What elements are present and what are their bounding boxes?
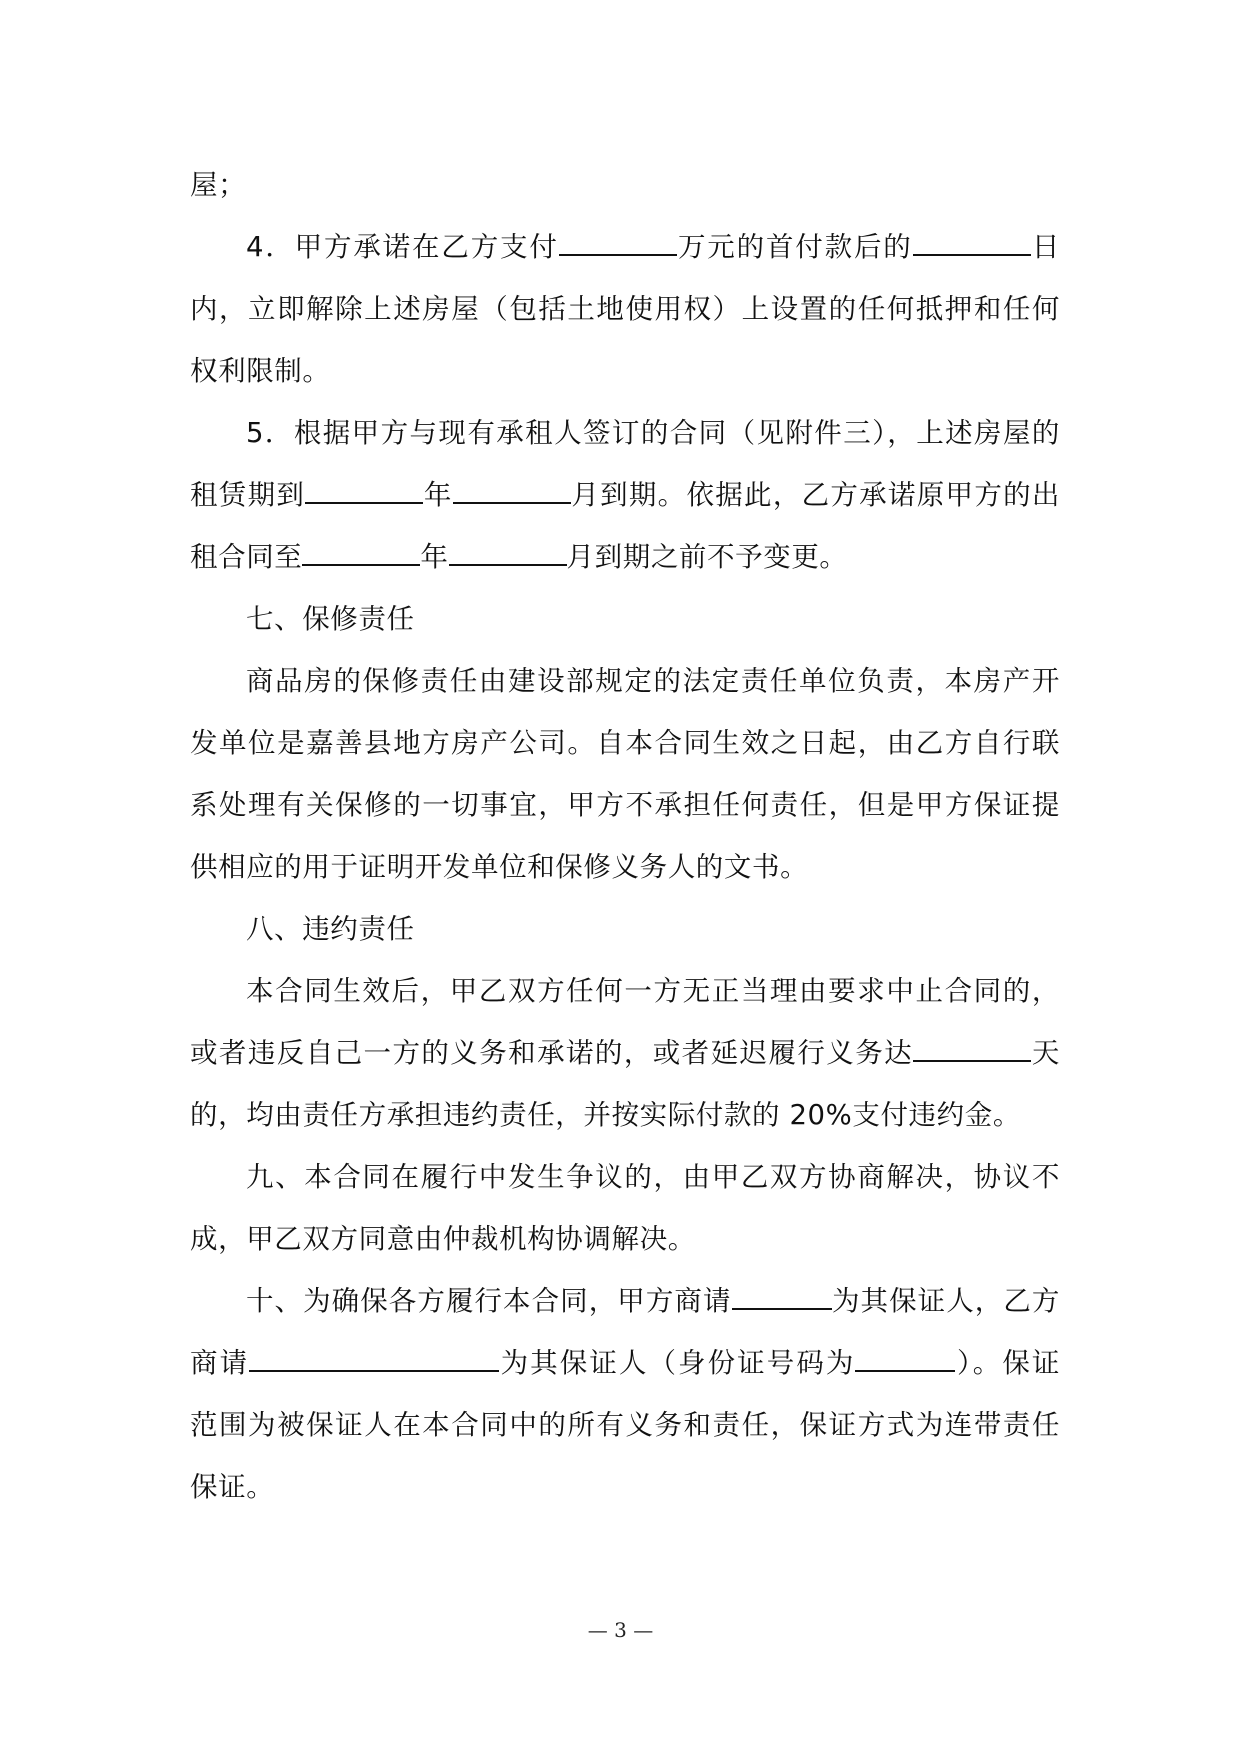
text-run: ）。保证范围为被保证人在本合同中的所有义务和责任，保证方式为连带责任保证。 [190, 1347, 1061, 1503]
text-run: 天的，均由责任方承担违约责任，并按实际付款的 20%支付违约金。 [190, 1037, 1061, 1131]
blank-field[interactable] [449, 544, 567, 566]
text-run: 年 [420, 541, 449, 573]
text-run: 为其保证人（身份证号码为 [499, 1347, 856, 1379]
blank-field[interactable] [453, 482, 571, 504]
blank-field[interactable] [855, 1350, 955, 1372]
text-run: 屋； [190, 169, 247, 201]
guarantor-paragraph [190, 1270, 1060, 1518]
warranty-paragraph: 商品房的保修责任由建设部规定的法定责任单位负责，本房产开发单位是嘉善县地方房产公司。自本合同生效之日起，由乙方自行联系处理有关保修的一切事宜，甲方不承担任何责任，但是甲方保证提供相应的用于证明开发单位和保修义务人的文书。 [190, 665, 1060, 883]
text-run: 年 [423, 479, 453, 511]
text-run: 月到期之前不予变更。 [566, 541, 848, 573]
text-run: 十、为确保各方履行本合同，甲方商请 [246, 1285, 732, 1317]
blank-field[interactable] [913, 1040, 1031, 1062]
clause-4 [190, 216, 1060, 402]
text-run: 月到期。依据此，乙方承诺原甲方的出租合同至 [190, 479, 1061, 573]
blank-field[interactable] [913, 234, 1031, 256]
section-heading-breach: 八、违约责任 [246, 913, 415, 945]
section-heading-warranty: 七、保修责任 [246, 603, 415, 635]
blank-field[interactable] [305, 482, 423, 504]
text-run: 本合同生效后，甲乙双方任何一方无正当理由要求中止合同的，或者违反自己一方的义务和承诺的，或者延迟履行义务达 [190, 975, 1060, 1069]
blank-field[interactable] [302, 544, 420, 566]
page-number: — 3 — [587, 1618, 654, 1642]
text-run: 5．根据甲方与现有承租人签订的合同（见附件三），上述房屋的租赁期到 [190, 417, 1060, 511]
document-body [190, 154, 1060, 1518]
text-run: 万元的首付款后的 [676, 231, 913, 263]
clause-5 [190, 402, 1060, 588]
text-run: 4．甲方承诺在乙方支付 [246, 231, 559, 263]
blank-field[interactable] [559, 234, 677, 256]
text-run: 为其保证人，乙方商请 [190, 1285, 1060, 1379]
dispute-paragraph: 九、本合同在履行中发生争议的，由甲乙双方协商解决，协议不成，甲乙双方同意由仲裁机构协调解决。 [190, 1161, 1060, 1255]
breach-paragraph [190, 960, 1060, 1146]
blank-field[interactable] [249, 1350, 499, 1372]
text-run: 日内，立即解除上述房屋（包括土地使用权）上设置的任何抵押和任何权利限制。 [190, 231, 1060, 387]
blank-field[interactable] [732, 1288, 832, 1310]
paragraph-continuation [190, 154, 1060, 216]
